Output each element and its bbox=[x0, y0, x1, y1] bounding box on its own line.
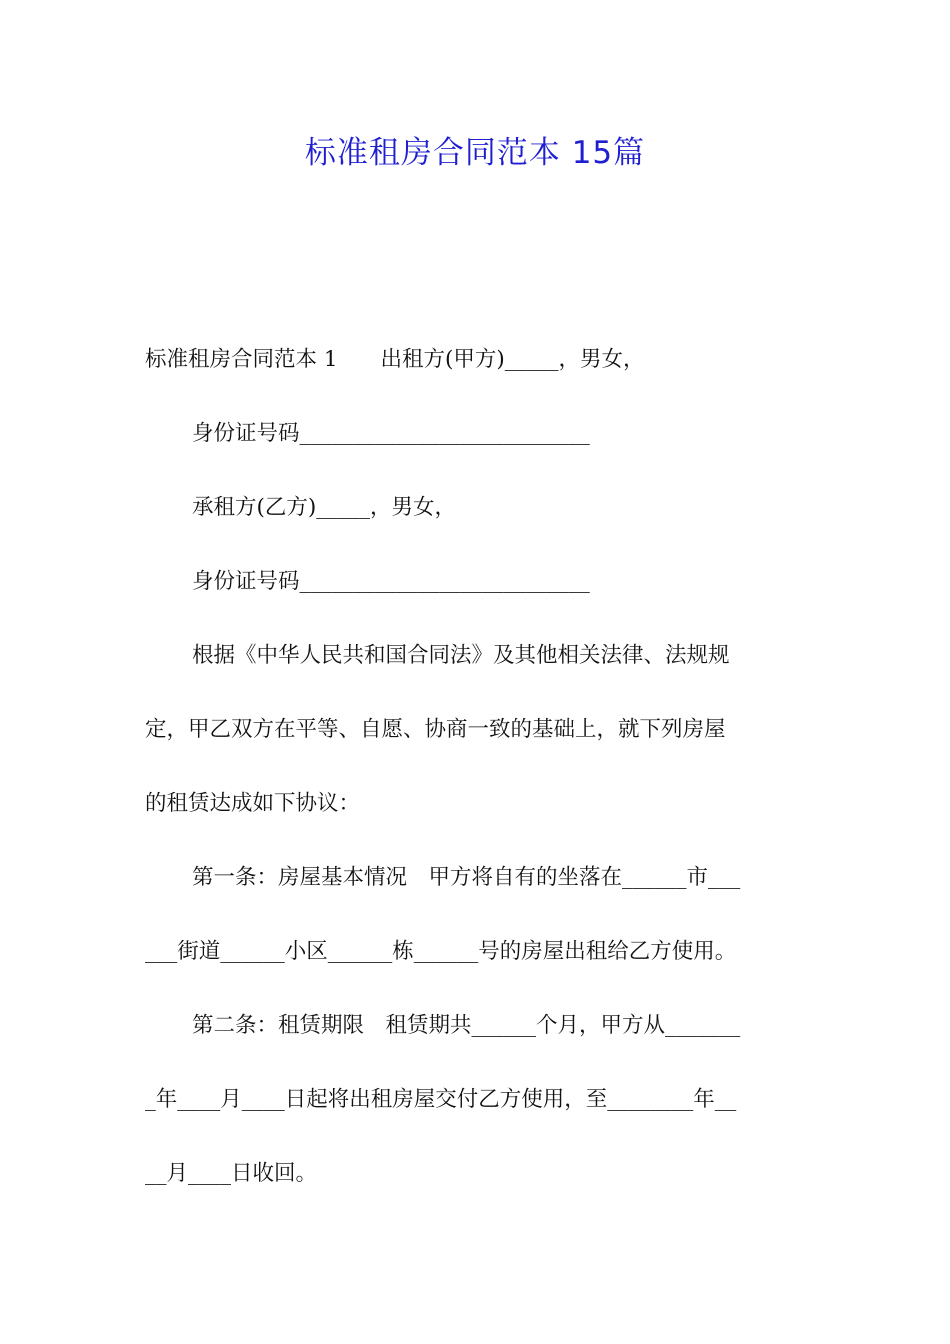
document-title: 标准租房合同范本 15篇 bbox=[304, 135, 646, 171]
text-line: 定，甲乙双方在平等、自愿、协商一致的基础上，就下列房屋 bbox=[145, 717, 726, 742]
text-line: 的租赁达成如下协议： bbox=[145, 791, 361, 816]
text-line: 标准租房合同范本 1 出租方(甲方)_____，男女， bbox=[145, 347, 645, 372]
text-line: ___街道______小区______栋______号的房屋出租给乙方使用。 bbox=[145, 939, 737, 964]
text-line: 第二条：租赁期限 租赁期共______个月，甲方从_______ bbox=[192, 1013, 741, 1038]
text-line: __月____日收回。 bbox=[145, 1161, 318, 1186]
document-body bbox=[145, 335, 810, 1223]
text-line: 身份证号码___________________________ bbox=[192, 569, 590, 594]
text-line: 承租方(乙方)_____，男女， bbox=[192, 495, 457, 520]
text-line: 根据《中华人民共和国合同法》及其他相关法律、法规规 bbox=[192, 643, 730, 668]
text-line: _年____月____日起将出租房屋交付乙方使用，至________年__ bbox=[145, 1087, 737, 1112]
text-line: 身份证号码___________________________ bbox=[192, 421, 590, 446]
text-line: 第一条：房屋基本情况 甲方将自有的坐落在______市___ bbox=[192, 865, 741, 890]
